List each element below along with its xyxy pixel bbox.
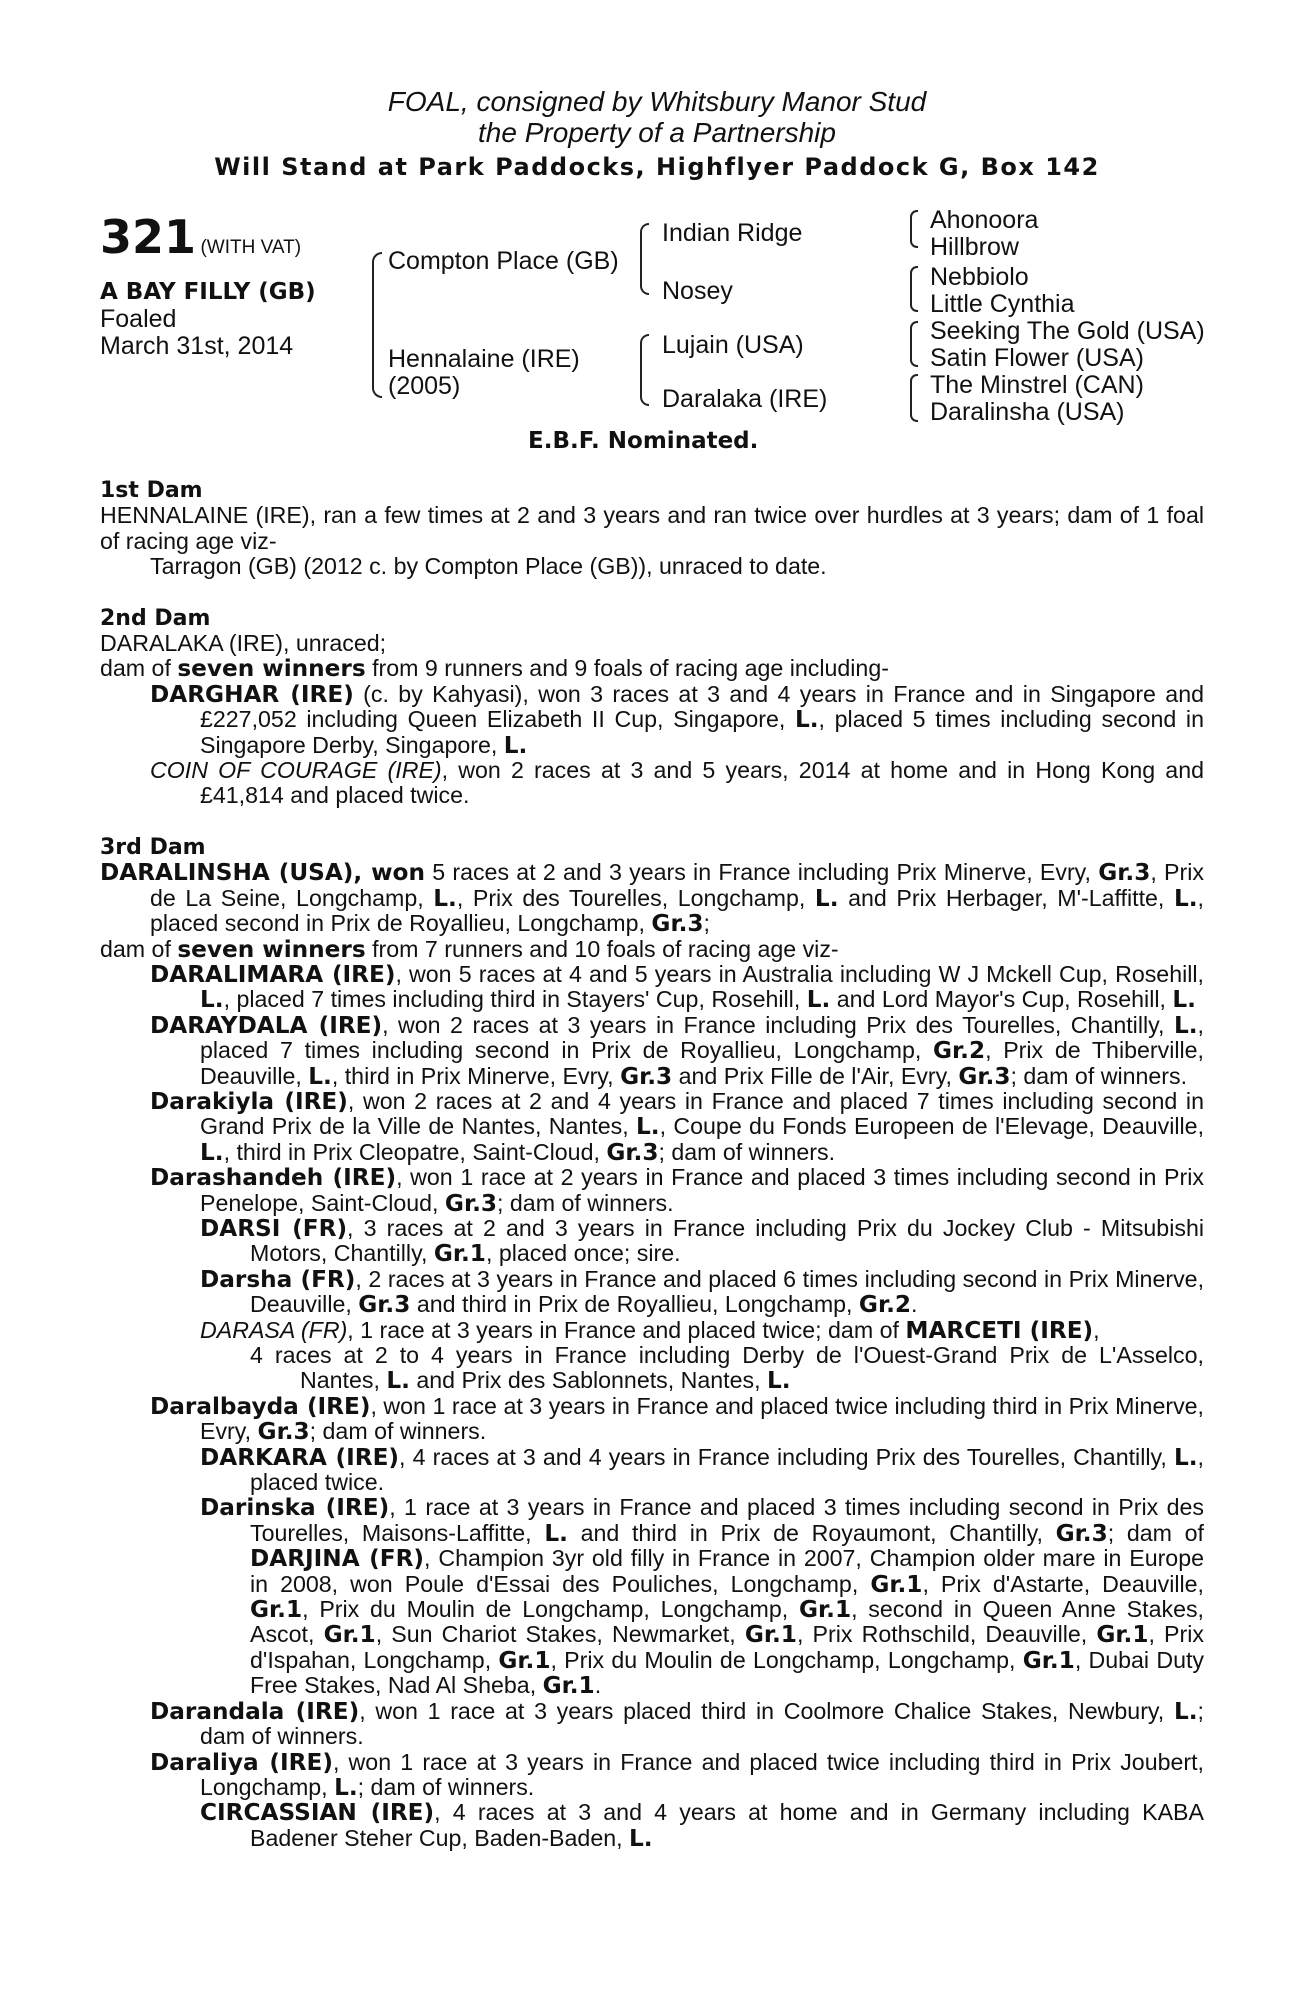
bold-text: Darakiyla (IRE) <box>150 1087 348 1115</box>
bold-text: DARAYDALA (IRE) <box>150 1011 383 1039</box>
record-paragraph <box>100 554 1204 579</box>
text-run: , Prix du Moulin de Longchamp, Longchamp, <box>302 1596 799 1623</box>
bold-text: Daraliya (IRE) <box>150 1748 333 1776</box>
text-run: , 1 race at 3 years in France and placed 3 times including second in Prix des Tourelles, Maisons-Laffitte, <box>250 1494 1204 1546</box>
lot-number-block <box>100 210 301 264</box>
text-run: , Prix des Tourelles, Longchamp, <box>456 884 815 911</box>
ebf-nominated: E.B.F. Nominated. <box>528 428 759 454</box>
bold-text: L. <box>806 986 831 1014</box>
text-run: ; dam of <box>1107 1519 1204 1546</box>
text-run: ; dam of winners. <box>200 1697 1204 1750</box>
text-run: DARALAKA (IRE), unraced; <box>100 630 387 657</box>
text-run: (c. by Kahyasi), won 3 races at 3 and 4 years in France and in Singapore and £227,052 including Queen Elizabeth II Cup, Singapore, <box>200 680 1204 733</box>
record-paragraph <box>100 1318 1204 1343</box>
bold-text: L. <box>334 1773 358 1801</box>
pedigree-sire-dam: Nosey <box>662 277 733 305</box>
text-run: , 3 races at 2 and 3 years in France including Prix du Jockey Club - Mitsubishi Motors, Chantilly, <box>250 1214 1204 1267</box>
text-run: , Prix d'Ispahan, Longchamp, <box>250 1621 1204 1673</box>
bold-text: Gr.1 <box>744 1621 797 1649</box>
bold-text: Gr.1 <box>542 1672 595 1700</box>
bold-text: Gr.3 <box>606 1138 659 1166</box>
bold-text: L. <box>814 884 839 912</box>
bold-text: L. <box>1173 884 1198 912</box>
pedigree-g3-name: Seeking The Gold (USA) <box>930 317 1205 345</box>
text-run: , placed 7 times including third in Stayers' Cup, Rosehill, <box>223 986 807 1013</box>
pedigree-dam-year: (2005) <box>388 372 461 400</box>
bold-text: Gr.3 <box>1055 1519 1108 1547</box>
bold-text: L. <box>200 1138 224 1166</box>
text-run: , Prix de Thiberville, Deauville, <box>200 1037 1205 1089</box>
bold-text: Darinska (IRE) <box>200 1494 390 1522</box>
text-run: , placed 5 times including second in Singapore Derby, Singapore, <box>200 706 1204 758</box>
text-run: from 9 runners and 9 foals of racing age including- <box>365 655 889 682</box>
pedigree-brace-sire <box>640 223 649 295</box>
text-run: , 4 races at 3 and 4 years at home and in Germany including KABA Badener Steher Cup, Baden-Baden, <box>250 1799 1204 1851</box>
bold-text: Gr.3 <box>651 910 704 938</box>
record-paragraph <box>100 682 1204 758</box>
lot-number: 321 <box>100 210 197 264</box>
bold-text: L. <box>1172 986 1196 1014</box>
italic-text: COIN OF COURAGE (IRE) <box>150 757 442 784</box>
bold-text: L. <box>308 1062 332 1090</box>
owner-line: the Property of a Partnership <box>478 117 836 148</box>
text-run: , placed once; sire. <box>485 1240 681 1267</box>
text-run: , won 5 races at 4 and 5 years in Australia including W J Mckell Cup, Rosehill, <box>395 960 1204 987</box>
text-run: and Prix Fille de l'Air, Evry, <box>672 1062 959 1089</box>
text-run: , Prix du Moulin de Longchamp, Longchamp, <box>550 1646 1023 1673</box>
bold-text: Gr.1 <box>798 1596 852 1624</box>
bold-text: DARKARA (IRE) <box>200 1443 400 1471</box>
italic-text: DARASA (FR) <box>200 1316 348 1343</box>
text-run: dam of <box>100 935 178 962</box>
record-paragraph <box>100 1394 1204 1445</box>
text-run: , Champion 3yr old filly in France in 2007, Champion older mare in Europe in 2008, won Poule d'Essai des Pouliches, Longchamp, <box>250 1545 1204 1597</box>
bold-text: L. <box>629 1824 653 1852</box>
text-run: , Prix de La Seine, Longchamp, <box>150 859 1204 911</box>
bold-text: Gr.3 <box>1098 859 1151 887</box>
pedigree-brace-g3-2 <box>910 266 918 312</box>
bold-text: L. <box>503 731 528 759</box>
pedigree-brace-dam <box>640 334 649 406</box>
record-paragraph <box>100 1165 1204 1216</box>
bold-text: Darandala (IRE) <box>150 1697 360 1725</box>
catalogue-header <box>0 86 1314 186</box>
text-run: , Coupe du Fonds Europeen de l'Elevage, Deauville, <box>659 1113 1205 1140</box>
record-paragraph <box>100 1800 1204 1851</box>
record-paragraph <box>100 1495 1204 1698</box>
text-run: ; <box>703 910 710 937</box>
bold-text: L. <box>1173 1011 1198 1039</box>
bold-text: L. <box>1173 1443 1198 1471</box>
pedigree-brace-g3-3 <box>910 321 918 367</box>
text-run: HENNALAINE (IRE), ran a few times at 2 and 3 years and ran twice over hurdles at 3 years; dam of 1 foal of racing age viz- <box>100 502 1204 554</box>
text-run: , Prix Rothschild, Deauville, <box>796 1621 1097 1648</box>
pedigree-g3-name: Ahonoora <box>930 206 1039 234</box>
text-run: ; dam of winners. <box>497 1189 674 1216</box>
text-run: , <box>1093 1316 1100 1343</box>
text-run: ; dam of winners. <box>1010 1062 1188 1089</box>
dam-sections <box>100 478 1204 1851</box>
record-paragraph <box>100 1750 1204 1801</box>
section-title: 2nd Dam <box>100 605 211 631</box>
pedigree-sire-sire: Indian Ridge <box>662 219 803 247</box>
text-run: 5 races at 2 and 3 years in France including Prix Minerve, Evry, <box>424 859 1099 886</box>
text-run: , placed 7 times including second in Prix de Royallieu, Longchamp, <box>200 1011 1204 1064</box>
bold-text: CIRCASSIAN (IRE) <box>200 1799 435 1827</box>
bold-text: Darashandeh (IRE) <box>150 1164 397 1192</box>
bold-text: Daralbayda (IRE) <box>150 1392 371 1420</box>
bold-text: L. <box>794 706 819 734</box>
text-run: , third in Prix Minerve, Evry, <box>331 1062 621 1089</box>
pedigree-g3-name: Little Cynthia <box>930 290 1075 318</box>
bold-text: Gr.3 <box>257 1418 310 1446</box>
text-run: , won 2 races at 3 and 5 years, 2014 at home and in Hong Kong and £41,814 and placed twice. <box>200 757 1204 809</box>
bold-text: Gr.2 <box>932 1037 986 1065</box>
foaled-label: Foaled <box>100 305 177 333</box>
bold-text: Gr.1 <box>498 1646 551 1674</box>
text-run: , placed twice. <box>250 1443 1204 1496</box>
text-run: and Lord Mayor's Cup, Rosehill, <box>830 986 1173 1013</box>
pedigree-g3-name: The Minstrel (CAN) <box>930 371 1144 399</box>
pedigree-brace-gen1 <box>372 252 382 398</box>
text-run: ; dam of winners. <box>357 1773 535 1800</box>
lot-title: A BAY FILLY (GB) <box>100 279 316 305</box>
text-run: , won 1 race at 2 years in France and placed 3 times including second in Prix Penelope, Saint-Cloud, <box>200 1164 1204 1216</box>
text-run: , won 2 races at 2 and 4 years in France and placed 7 times including second in Grand Prix de la Ville de Nantes, Nantes, <box>200 1087 1204 1140</box>
record-paragraph <box>100 656 1204 681</box>
record-paragraph <box>100 962 1204 1013</box>
record-paragraph <box>100 1445 1204 1496</box>
bold-text: DARJINA (FR) <box>250 1545 425 1573</box>
text-run: , 1 race at 3 years in France and placed twice; dam of <box>347 1316 906 1343</box>
pedigree-brace-g3-1 <box>910 210 918 248</box>
bold-text: L. <box>386 1367 410 1395</box>
bold-text: L. <box>636 1113 660 1141</box>
text-run: ; dam of winners. <box>309 1418 487 1445</box>
text-run: and Prix des Sablonnets, Nantes, <box>409 1367 767 1394</box>
text-run: , won 1 race at 3 years in France and placed twice including third in Prix Joubert, Longchamp, <box>200 1748 1204 1800</box>
pedigree-dam: Hennalaine (IRE) <box>388 345 580 373</box>
bold-text: Gr.1 <box>323 1621 376 1649</box>
text-run: , second in Queen Anne Stakes, Ascot, <box>250 1596 1205 1648</box>
record-paragraph <box>100 1013 1204 1089</box>
record-paragraph <box>100 631 1204 656</box>
record-paragraph <box>100 1216 1204 1267</box>
bold-text: Gr.3 <box>958 1062 1011 1090</box>
pedigree-g3-name: Hillbrow <box>930 233 1019 261</box>
bold-text: Gr.1 <box>870 1570 923 1598</box>
bold-text: Gr.1 <box>433 1240 486 1268</box>
text-run: ; dam of winners. <box>658 1138 836 1165</box>
bold-text: DARALINSHA (USA), won <box>100 859 425 887</box>
text-run: , won 1 race at 3 years placed third in Coolmore Chalice Stakes, Newbury, <box>359 1697 1174 1724</box>
text-run: dam of <box>100 655 178 682</box>
pedigree-g3-name: Daralinsha (USA) <box>930 398 1125 426</box>
pedigree-g3-name: Satin Flower (USA) <box>930 344 1144 372</box>
bold-text: DARSI (FR) <box>200 1214 348 1242</box>
record-paragraph <box>100 1267 1204 1318</box>
bold-text: L. <box>200 986 224 1014</box>
text-run: , 4 races at 3 and 4 years in France including Prix des Tourelles, Chantilly, <box>399 1443 1174 1470</box>
bold-text: seven winners <box>177 655 366 683</box>
text-run: 4 races at 2 to 4 years in France including Derby de l'Ouest-Grand Prix de L'Asselco, Nantes, <box>250 1342 1204 1394</box>
bold-text: MARCETI (IRE) <box>905 1316 1094 1344</box>
text-run: . <box>911 1291 918 1318</box>
record-paragraph <box>100 503 1204 554</box>
bold-text: Gr.1 <box>1022 1646 1075 1674</box>
record-paragraph <box>100 1699 1204 1750</box>
vat-note: (WITH VAT) <box>200 237 302 258</box>
bold-text: L. <box>433 884 457 912</box>
record-paragraph <box>100 758 1204 809</box>
pedigree-sire: Compton Place (GB) <box>388 247 619 275</box>
foaled-date: March 31st, 2014 <box>100 332 294 360</box>
text-run: Tarragon (GB) (2012 c. by Compton Place (GB)), unraced to date. <box>150 553 827 580</box>
consignor-line: FOAL, consigned by Whitsbury Manor Stud <box>387 86 927 117</box>
bold-text: L. <box>1173 1697 1198 1725</box>
stabling-line: Will Stand at Park Paddocks, Highflyer Paddock G, Box 142 <box>214 153 1100 181</box>
bold-text: Gr.3 <box>444 1189 498 1217</box>
pedigree-brace-g3-4 <box>910 374 918 422</box>
record-paragraph <box>100 937 1204 962</box>
pedigree-dam-dam: Daralaka (IRE) <box>662 385 828 413</box>
bold-text: Gr.3 <box>358 1291 411 1319</box>
record-paragraph <box>100 1343 1204 1394</box>
pedigree-g3-name: Nebbiolo <box>930 263 1029 291</box>
text-run: , Dubai Duty Free Stakes, Nad Al Sheba, <box>250 1646 1204 1699</box>
section-title: 3rd Dam <box>100 834 206 860</box>
bold-text: DARALIMARA (IRE) <box>150 960 396 988</box>
text-run: , won 2 races at 3 years in France including Prix des Tourelles, Chantilly, <box>382 1011 1174 1038</box>
text-run: and Prix Herbager, M'-Laffitte, <box>838 884 1174 911</box>
text-run: , won 1 race at 3 years in France and placed twice including third in Prix Minerve, Evry, <box>200 1392 1205 1445</box>
section-title: 1st Dam <box>100 478 203 503</box>
bold-text: L. <box>544 1519 568 1547</box>
text-run: from 7 runners and 10 foals of racing age viz- <box>365 935 839 962</box>
text-run: , third in Prix Cleopatre, Saint-Cloud, <box>223 1138 607 1165</box>
pedigree-dam-sire: Lujain (USA) <box>662 331 804 359</box>
text-run: and third in Prix de Royallieu, Longchamp, <box>410 1291 859 1318</box>
text-run: . <box>594 1672 602 1699</box>
bold-text: Gr.1 <box>250 1596 303 1624</box>
text-run: , Prix d'Astarte, Deauville, <box>922 1570 1205 1597</box>
record-paragraph <box>100 1089 1204 1165</box>
text-run: , Sun Chariot Stakes, Newmarket, <box>375 1621 745 1648</box>
text-run: , 2 races at 3 years in France and placed 6 times including second in Prix Minerve, Deauville, <box>250 1265 1205 1318</box>
bold-text: Gr.2 <box>858 1291 912 1319</box>
bold-text: Darsha (FR) <box>200 1265 356 1293</box>
bold-text: L. <box>767 1367 791 1395</box>
bold-text: DARGHAR (IRE) <box>150 680 354 708</box>
bold-text: seven winners <box>177 935 366 963</box>
text-run: and third in Prix de Royaumont, Chantilly, <box>567 1519 1056 1546</box>
bold-text: Gr.3 <box>620 1062 673 1090</box>
record-paragraph <box>100 860 1204 936</box>
text-run: , placed second in Prix de Royallieu, Longchamp, <box>150 884 1204 937</box>
bold-text: Gr.1 <box>1096 1621 1149 1649</box>
